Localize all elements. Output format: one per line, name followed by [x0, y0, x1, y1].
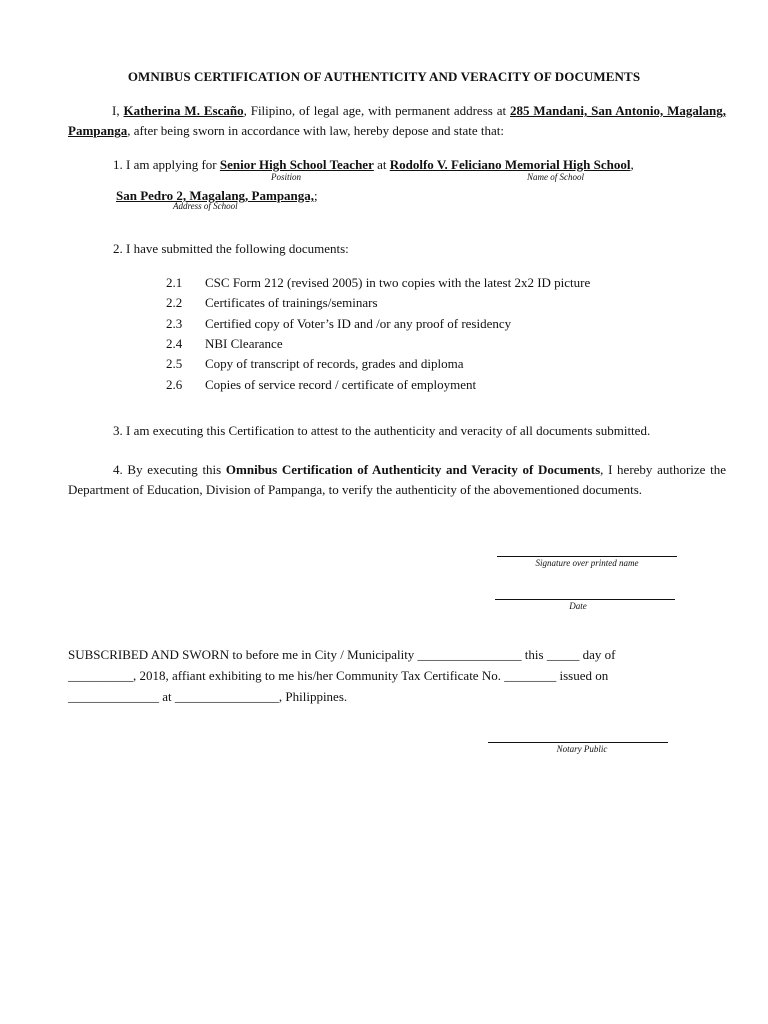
signature-line — [497, 556, 677, 557]
list-item-number: 2.1 — [166, 275, 183, 290]
list-item-text: Certificates of trainings/seminars — [205, 295, 378, 310]
date-line — [495, 599, 675, 600]
item-1-prefix: 1. I am applying for — [113, 157, 217, 172]
position-caption: Position — [271, 172, 302, 182]
affiant-name: Katherina M. Escaño — [123, 103, 244, 118]
notary-caption: Notary Public — [556, 744, 608, 754]
intro-text-3: , after being sworn in accordance with law, hereby depose and state that: — [127, 123, 504, 138]
list-item-number: 2.5 — [166, 356, 183, 371]
signature-caption: Signature over printed name — [535, 558, 639, 568]
item-3-text: 3. I am executing this Certification to attest to the authenticity and veracity of all documents submitted. — [113, 423, 651, 438]
list-item-text: Certified copy of Voter’s ID and /or any proof of residency — [205, 316, 512, 331]
affiant-address: 285 Mandani, San Antonio, Magalang, Pampanga — [68, 103, 727, 138]
list-item-number: 2.4 — [166, 336, 183, 351]
date-caption: Date — [569, 601, 587, 611]
sworn-line-1: SUBSCRIBED AND SWORN to before me in City / Municipality ________________ this _____ day of — [68, 647, 616, 662]
list-item-text: NBI Clearance — [205, 336, 283, 351]
item-1-comma: , — [630, 157, 634, 172]
list-item-text: Copy of transcript of records, grades and diploma — [205, 356, 464, 371]
item-4-paragraph — [68, 460, 726, 500]
school-address-semicolon: ; — [314, 188, 318, 203]
position-value: Senior High School Teacher — [219, 157, 374, 172]
list-item-text: CSC Form 212 (revised 2005) in two copies with the latest 2x2 ID picture — [205, 275, 591, 290]
school-address-caption: Address of School — [173, 201, 238, 211]
item-4-rest: , I hereby authorize the Department of Education, Division of Pampanga, to verify the authenticity of the abovementioned documents. — [68, 462, 726, 497]
school-address-value: San Pedro 2, Magalang, Pampanga, — [116, 188, 315, 203]
item-1-line — [113, 157, 634, 173]
item-1-at: at — [377, 157, 387, 172]
intro-text-1: I, — [112, 103, 120, 118]
item-4-bold-title: Omnibus Certification of Authenticity and Veracity of Documents — [225, 462, 601, 477]
school-name-value: Rodolfo V. Feliciano Memorial High School — [389, 157, 631, 172]
intro-text-2: , Filipino, of legal age, with permanent address at — [243, 103, 507, 118]
sworn-line-3: ______________ at ________________, Philippines. — [68, 689, 348, 704]
list-item-number: 2.6 — [166, 377, 183, 392]
list-item-number: 2.2 — [166, 295, 183, 310]
intro-paragraph — [68, 101, 726, 141]
list-item-number: 2.3 — [166, 316, 183, 331]
item-4-prefix: 4. By executing this — [113, 462, 222, 477]
sworn-line-2: __________, 2018, affiant exhibiting to me his/her Community Tax Certificate No. ________ issued on — [68, 668, 609, 683]
document-title: OMNIBUS CERTIFICATION OF AUTHENTICITY AND VERACITY OF DOCUMENTS — [127, 69, 641, 84]
item-2-text: 2. I have submitted the following documents: — [113, 241, 349, 256]
school-name-caption: Name of School — [527, 172, 584, 182]
list-item-text: Copies of service record / certificate of employment — [205, 377, 477, 392]
notary-line — [488, 742, 668, 743]
